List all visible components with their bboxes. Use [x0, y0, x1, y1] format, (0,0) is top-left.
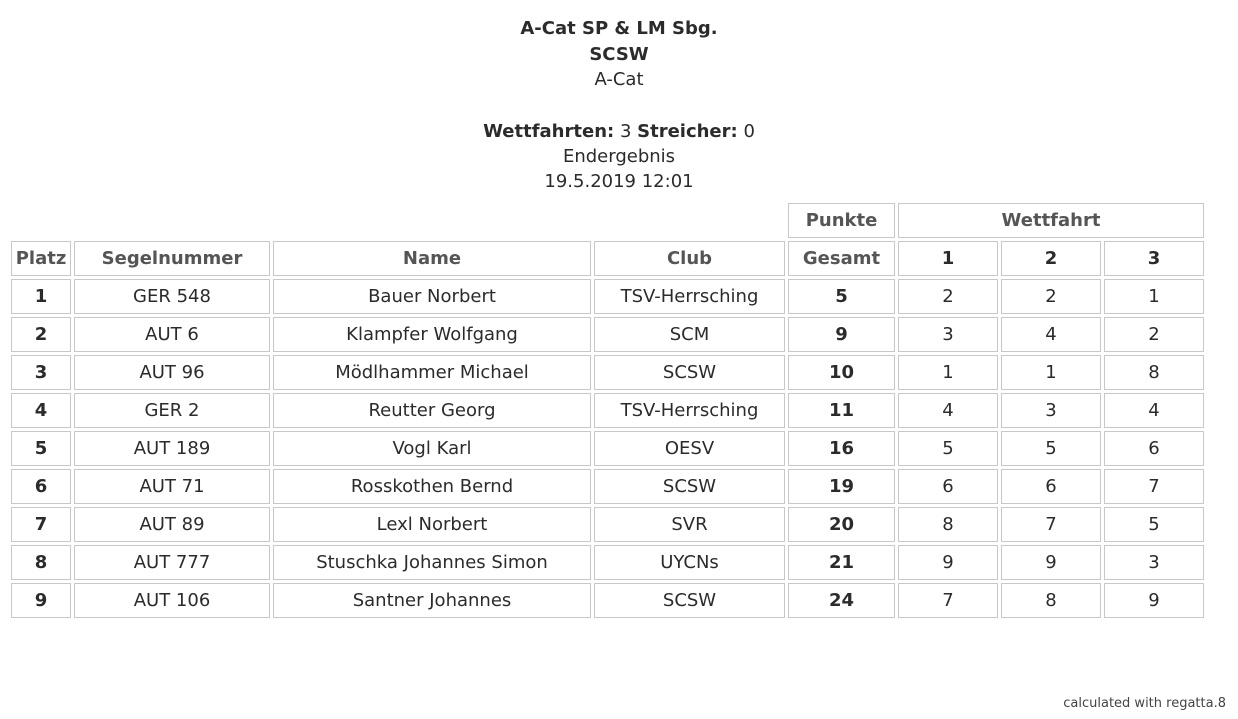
total-cell: 21 — [788, 545, 895, 580]
rank-cell: 1 — [11, 279, 71, 314]
discards-label: Streicher: — [637, 121, 738, 142]
name-cell: Klampfer Wolfgang — [273, 317, 591, 352]
points-group-header: Punkte — [788, 203, 895, 238]
race-2-header: 2 — [1001, 241, 1101, 276]
sail-number-cell: AUT 189 — [74, 431, 270, 466]
club-cell: SCM — [594, 317, 785, 352]
race-3-cell: 7 — [1104, 469, 1204, 504]
sail-number-cell: AUT 71 — [74, 469, 270, 504]
table-row — [11, 279, 1204, 314]
races-label: Wettfahrten: — [483, 121, 615, 142]
race-3-cell: 2 — [1104, 317, 1204, 352]
table-row — [11, 355, 1204, 390]
name-cell: Reutter Georg — [273, 393, 591, 428]
name-header: Name — [273, 241, 591, 276]
discards-value: 0 — [743, 121, 755, 142]
sail-number-cell: AUT 96 — [74, 355, 270, 390]
race-3-cell: 8 — [1104, 355, 1204, 390]
club-cell: SVR — [594, 507, 785, 542]
result-timestamp: 19.5.2019 12:01 — [544, 171, 694, 192]
rank-cell: 3 — [11, 355, 71, 390]
group-header-row — [11, 203, 1204, 238]
sail-number-header: Segelnummer — [74, 241, 270, 276]
club-cell: SCSW — [594, 469, 785, 504]
results-table — [8, 200, 1207, 621]
rank-cell: 8 — [11, 545, 71, 580]
club-header: Club — [594, 241, 785, 276]
sail-number-cell: GER 2 — [74, 393, 270, 428]
race-1-cell: 9 — [898, 545, 998, 580]
name-cell: Mödlhammer Michael — [273, 355, 591, 390]
organizing-club: SCSW — [589, 44, 649, 65]
race-1-header: 1 — [898, 241, 998, 276]
race-2-cell: 3 — [1001, 393, 1101, 428]
total-cell: 11 — [788, 393, 895, 428]
race-2-cell: 8 — [1001, 583, 1101, 618]
rank-cell: 4 — [11, 393, 71, 428]
total-cell: 16 — [788, 431, 895, 466]
name-cell: Rosskothen Bernd — [273, 469, 591, 504]
table-row — [11, 583, 1204, 618]
table-row — [11, 545, 1204, 580]
race-2-cell: 6 — [1001, 469, 1101, 504]
sail-number-cell: AUT 6 — [74, 317, 270, 352]
rank-cell: 6 — [11, 469, 71, 504]
club-cell: UYCNs — [594, 545, 785, 580]
race-2-cell: 1 — [1001, 355, 1101, 390]
race-1-cell: 6 — [898, 469, 998, 504]
sail-number-cell: AUT 777 — [74, 545, 270, 580]
software-credit: calculated with regatta.8 — [1063, 696, 1226, 711]
race-1-cell: 8 — [898, 507, 998, 542]
document-title: A-Cat SP & LM Sbg. — [520, 18, 718, 39]
race-1-cell: 7 — [898, 583, 998, 618]
race-2-cell: 5 — [1001, 431, 1101, 466]
table-row — [11, 317, 1204, 352]
rank-cell: 5 — [11, 431, 71, 466]
race-1-cell: 3 — [898, 317, 998, 352]
races-group-header: Wettfahrt — [898, 203, 1204, 238]
race-3-cell: 6 — [1104, 431, 1204, 466]
name-cell: Bauer Norbert — [273, 279, 591, 314]
rank-cell: 2 — [11, 317, 71, 352]
race-1-cell: 2 — [898, 279, 998, 314]
club-cell: SCSW — [594, 583, 785, 618]
race-2-cell: 7 — [1001, 507, 1101, 542]
table-row — [11, 393, 1204, 428]
total-cell: 10 — [788, 355, 895, 390]
sail-number-cell: AUT 89 — [74, 507, 270, 542]
total-cell: 9 — [788, 317, 895, 352]
race-3-cell: 3 — [1104, 545, 1204, 580]
name-cell: Santner Johannes — [273, 583, 591, 618]
table-row — [11, 469, 1204, 504]
club-cell: OESV — [594, 431, 785, 466]
result-type: Endergebnis — [562, 146, 676, 167]
races-value: 3 — [619, 121, 632, 142]
race-3-cell: 4 — [1104, 393, 1204, 428]
total-cell: 5 — [788, 279, 895, 314]
race-3-cell: 1 — [1104, 279, 1204, 314]
club-cell: TSV-Herrsching — [594, 279, 785, 314]
race-2-cell: 4 — [1001, 317, 1101, 352]
race-1-cell: 4 — [898, 393, 998, 428]
race-2-cell: 2 — [1001, 279, 1101, 314]
club-cell: TSV-Herrsching — [594, 393, 785, 428]
total-cell: 24 — [788, 583, 895, 618]
club-cell: SCSW — [594, 355, 785, 390]
sail-number-cell: AUT 106 — [74, 583, 270, 618]
total-cell: 19 — [788, 469, 895, 504]
name-cell: Lexl Norbert — [273, 507, 591, 542]
name-cell: Stuschka Johannes Simon — [273, 545, 591, 580]
race-3-cell: 9 — [1104, 583, 1204, 618]
race-3-header: 3 — [1104, 241, 1204, 276]
name-cell: Vogl Karl — [273, 431, 591, 466]
total-header: Gesamt — [788, 241, 895, 276]
race-1-cell: 5 — [898, 431, 998, 466]
race-1-cell: 1 — [898, 355, 998, 390]
table-row — [11, 431, 1204, 466]
rank-header: Platz — [11, 241, 71, 276]
race-2-cell: 9 — [1001, 545, 1101, 580]
sail-number-cell: GER 548 — [74, 279, 270, 314]
table-row — [11, 507, 1204, 542]
boat-class: A-Cat — [594, 69, 644, 90]
total-cell: 20 — [788, 507, 895, 542]
rank-cell: 7 — [11, 507, 71, 542]
races-summary — [0, 120, 1238, 144]
rank-cell: 9 — [11, 583, 71, 618]
column-header-row — [11, 241, 1204, 276]
race-3-cell: 5 — [1104, 507, 1204, 542]
